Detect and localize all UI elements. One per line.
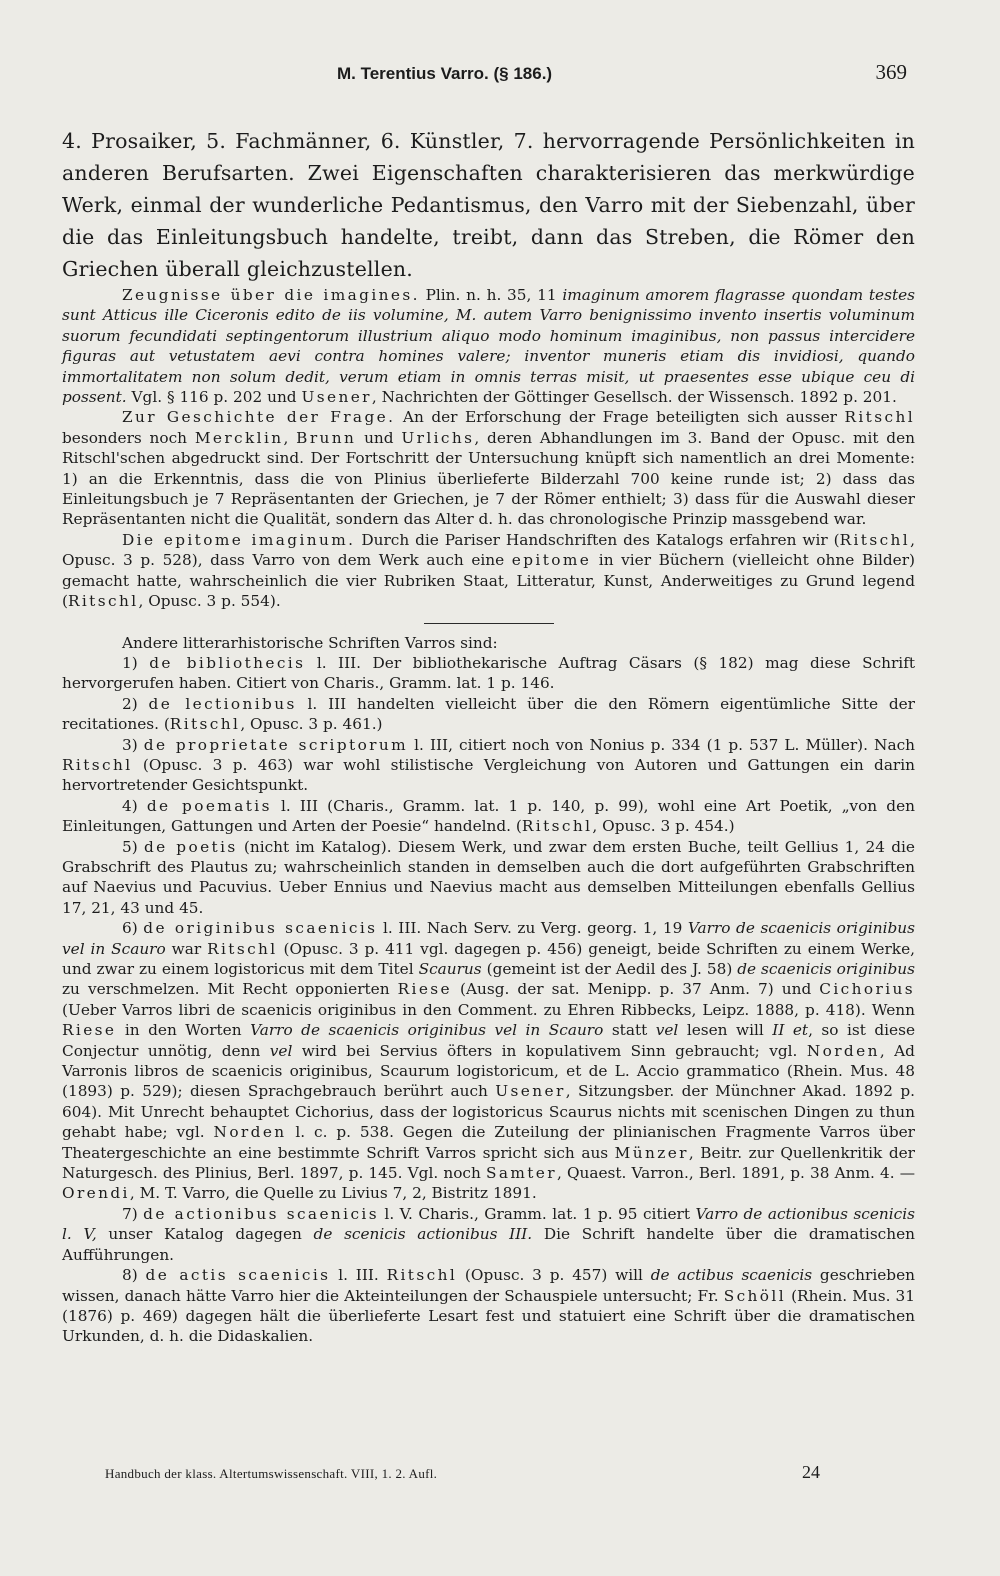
author-ritschl: Ritschl: [844, 408, 915, 427]
item-text: l. V. Charis., Gramm. lat. 1 p. 95 citiert: [378, 1204, 696, 1223]
signature-mark: 24: [802, 1462, 820, 1482]
page-footer: [105, 1462, 820, 1483]
item-title: de proprietate scriptorum: [143, 735, 409, 754]
section-divider: [424, 623, 554, 624]
item-text: in den Worten: [116, 1021, 251, 1040]
author-urlichs: Urlichs: [401, 428, 475, 447]
author-brunn: Brunn: [296, 428, 357, 447]
imagines-cite3: , Nachrichten der Göttinger Gesellsch. der Wissensch. 1892 p. 201.: [371, 388, 897, 407]
latin-quote: de scenicis actionibus III.: [313, 1225, 533, 1244]
epitome-text-4: , Opusc. 3 p. 554).: [138, 592, 281, 611]
epitome-paragraph: [62, 530, 915, 612]
list-item-8: [62, 1265, 915, 1347]
author-ritschl: Ritschl: [169, 715, 241, 734]
running-title: M. Terentius Varro. (§ 186.): [337, 64, 553, 83]
latin-quote: Varro de scaenicis originibus vel in Scauro: [62, 919, 915, 958]
item-text: (nicht im Katalog). Diesem Werk, und zwar dem ersten Buche, teilt Gellius 1, 24 die Grabschrift des Plautus zu; wahrscheinlich standen in demselben auch die dort aufgeführten Grabschriften auf Naevius und Pacuvius. Ueber Ennius und Naevius macht aus demselben Mitteilungen ebenfalls Gellius 17, 21, 43 und 45.: [62, 837, 915, 917]
list-item-1: [62, 653, 915, 694]
item-number: 7): [122, 1204, 144, 1223]
list-intro: Andere litterarhistorische Schriften Varros sind:: [122, 633, 498, 652]
imagines-cite2: Vgl. § 116 p. 202 und: [126, 388, 302, 407]
item-text: zu verschmelzen. Mit Recht opponierten: [62, 980, 398, 999]
item-text: geschrieben wissen, danach hätte Varro hier die Akteinteilungen der Schauspiele untersucht; Fr.: [62, 1266, 915, 1305]
item-title: de poetis: [143, 837, 238, 856]
item-title: de actis scaenicis: [145, 1266, 331, 1285]
imagines-label: Zeugnisse über die imagines.: [122, 286, 420, 304]
running-head: [337, 60, 907, 85]
author-ritschl: Ritschl: [521, 817, 593, 836]
author-riese: Riese: [62, 1021, 117, 1040]
geschichte-text-2: besonders noch: [62, 428, 195, 447]
latin-quote: de actibus scaenicis: [650, 1266, 813, 1285]
notes-section: [62, 285, 915, 1347]
item-text: war: [165, 939, 208, 958]
epitome-text-3: in vier Büchern (vielleicht ohne Bilder) gemacht hatte, wahrscheinlich die vier Rubriken Staat, Litteratur, Kunst, Anderweitiges zu Grund legend (: [62, 551, 916, 611]
item-text: (Opusc. 3 p. 411 vgl. dagegen p. 456) geneigt, beide Schriften zu einem Werke, und zwar zu einem logistoricus mit dem Titel: [62, 939, 915, 978]
geschichte-text-1: An der Erforschung der Frage beteiligten sich ausser: [395, 408, 845, 427]
author-usener: Usener: [301, 388, 372, 407]
item-text: l. III handelten vielleicht über die den Römern eigentümliche Sitte der recitationes. (: [62, 694, 915, 734]
item-title: de actionibus scaenicis: [143, 1204, 379, 1223]
item-number: 5): [122, 837, 144, 856]
item-title: de lectionibus: [148, 694, 297, 713]
geschichte-paragraph: [62, 407, 915, 529]
latin-quote: Scaurus: [418, 960, 482, 978]
author-usener: Usener: [495, 1082, 566, 1101]
imagines-cite1: Plin. n. h. 35, 11: [419, 286, 563, 304]
page-number: 369: [875, 60, 907, 84]
pliny-quote: imaginum amorem flagrasse quondam testes sunt Atticus ille Ciceronis edito de iis volumine, M. autem Varro benignissimo invento insertis voluminum suorum fecundidati septingentorum illustrium aliquo modo hominum imaginibus, non passus intercidere figuras aut vetustatem aevi contra homines valere; inventor muneris etiam dis invidiosi, quando immortalitatem non solum dedit, verum etiam in omnis terras misit, ut praesentes esse ubique ceu di possent.: [62, 286, 915, 407]
item-text: , Sitzungsber. der Münchner Akad. 1892 p. 604). Mit Unrecht behauptet Cichorius, dass der logistoricus Scaurus nichts mit scenischen Dingen zu thun gehabt habe; vgl.: [62, 1082, 916, 1142]
list-item-6: [62, 918, 915, 1204]
intro-section: [62, 125, 915, 285]
term-epitome: epitome: [511, 551, 592, 570]
author-muenzer: Münzer: [614, 1143, 689, 1162]
author-schoell: Schöll: [723, 1286, 786, 1305]
item-text: l. III, citiert noch von Nonius p. 334 (1 p. 537 L. Müller). Nach: [408, 735, 915, 754]
item-text: (gemeint ist der Aedil des J. 58): [481, 960, 738, 978]
list-item-4: [62, 796, 915, 837]
latin-quote: vel: [269, 1041, 293, 1060]
intro-paragraph: 4. Prosaiker, 5. Fachmänner, 6. Künstler, 7. hervorragende Persönlichkeiten in anderen Berufsarten. Zwei Eigenschaften charakterisieren das merkwürdige Werk, einmal der wunderliche Pedantismus, den Varro mit der Siebenzahl, über die das Einleitungsbuch handelte, treibt, dann das Streben, die Römer den Griechen überall gleichzustellen.: [62, 129, 915, 281]
item-number: 2): [122, 694, 149, 713]
list-item-5: [62, 837, 915, 919]
author-norden: Norden: [806, 1041, 880, 1060]
footer-text: Handbuch der klass. Altertumswissenschaft. VIII, 1. 2. Aufl.: [105, 1466, 438, 1481]
item-text: l. III. Der bibliothekarische Auftrag Cäsars (§ 182) mag diese Schrift hervorgerufen haben. Citiert von Charis., Gramm. lat. 1 p. 146.: [62, 653, 915, 693]
item-title: de originibus scaenicis: [143, 919, 378, 938]
epitome-label: Die epitome imaginum.: [122, 530, 356, 549]
epitome-text-2: , Opusc. 3 p. 528), dass Varro von dem Werk auch eine: [62, 530, 915, 570]
author-riese: Riese: [397, 980, 452, 999]
author-norden: Norden: [213, 1123, 287, 1142]
latin-quote: II et: [772, 1021, 809, 1040]
author-ritschl: Ritschl: [839, 530, 911, 549]
geschichte-text-4: und: [356, 428, 402, 447]
author-mercklin: Mercklin: [194, 428, 284, 447]
author-samter: Samter: [485, 1164, 557, 1183]
item-text: (Opusc. 3 p. 457) will: [457, 1266, 651, 1285]
latin-quote: Varro de actionibus scenicis l. V,: [62, 1204, 915, 1244]
item-text: (Ausg. der sat. Menipp. p. 37 Anm. 7) und: [451, 980, 820, 999]
item-text: , Ad Varronis libros de scaenicis originibus, Scaurum logistoricum, et de L. Accio grammatico (Rhein. Mus. 48 (1893) p. 529); diesen Sprachgebrauch berührt auch: [62, 1041, 915, 1101]
item-number: 6): [122, 919, 144, 938]
item-text: (Opusc. 3 p. 463) war wohl stilistische Vergleichung von Autoren und Gattungen ein darin hervortretender Gesichtspunkt.: [62, 755, 915, 795]
item-number: 3): [122, 735, 144, 754]
item-text: , so ist diese Conjectur unnötig, denn: [62, 1021, 915, 1060]
item-number: 4): [122, 796, 147, 815]
item-number: 1): [122, 653, 150, 672]
item-text: , Opusc. 3 p. 454.): [592, 817, 735, 836]
item-text: l. c. p. 538. Gegen die Zuteilung der plinianischen Fragmente Varros über Theatergeschichte an eine bestimmte Schrift Varros spricht sich aus: [62, 1123, 915, 1162]
imagines-paragraph: [62, 285, 915, 407]
epitome-text-1: Durch die Pariser Handschriften des Katalogs erfahren wir (: [355, 530, 840, 549]
author-ritschl: Ritschl: [386, 1266, 458, 1285]
item-text: l. III (Charis., Gramm. lat. 1 p. 140, p. 99), wohl eine Art Poetik, „von den Einleitungen, Gattungen und Arten der Poesie“ handelnd. (: [62, 796, 915, 836]
author-orendi: Orendi: [62, 1184, 130, 1203]
item-text: statt: [603, 1021, 656, 1040]
item-text: , Quaest. Varron., Berl. 1891, p. 38 Anm. 4. —: [556, 1164, 916, 1183]
item-number: 8): [122, 1266, 146, 1285]
item-title: de poematis: [146, 796, 272, 815]
item-text: l. III. Nach Serv. zu Verg. georg. 1, 19: [377, 919, 688, 938]
item-text: lesen will: [678, 1021, 773, 1040]
item-text: (Rhein. Mus. 31 (1876) p. 469) dagegen hält die überlieferte Lesart fest und statuiert eine Schrift über die dramatischen Urkunden, d. h. die Didaskalien.: [62, 1286, 916, 1346]
item-text: wird bei Servius öfters in kopulativem Sinn gebraucht; vgl.: [292, 1041, 807, 1060]
author-ritschl: Ritschl: [207, 939, 278, 958]
item-text: l. III.: [330, 1266, 387, 1285]
geschichte-label: Zur Geschichte der Frage.: [122, 408, 396, 427]
author-ritschl: Ritschl: [67, 592, 139, 611]
list-item-3: [62, 735, 915, 796]
item-text: , Opusc. 3 p. 461.): [240, 715, 383, 734]
item-text: Die Schrift handelte über die dramatischen Aufführungen.: [62, 1225, 915, 1264]
item-text: (Ueber Varros libri de scaenicis originibus in den Comment. zu Ehren Ribbecks, Leipz. 1888, p. 418). Wenn: [62, 1000, 915, 1019]
item-text: , Beitr. zur Quellenkritik der Naturgesch. des Plinius, Berl. 1897, p. 145. Vgl. noch: [62, 1143, 915, 1183]
item-title: de bibliothecis: [149, 653, 306, 672]
latin-quote: Varro de scaenicis originibus vel in Scauro: [250, 1021, 604, 1040]
latin-quote: de scaenicis originibus: [737, 960, 915, 978]
geschichte-text-3: ,: [283, 428, 297, 447]
geschichte-text-5: , deren Abhandlungen im 3. Band der Opusc. mit den Ritschl'schen abgedruckt sind. Der Fortschritt der Untersuchung knüpft sich namentlich an drei Momente: 1) an die Erkenntnis, dass die von Plinius überlieferte Bilderzahl 700 keine runde ist; 2) dass das Einleitungsbuch je 7 Repräsentanten der Griechen, je 7 der Römer enthielt; 3) dass für die Auswahl dieser Repräsentanten nicht die Qualität, sondern das Alter d. h. das chronologische Prinzip massgebend war.: [62, 428, 915, 529]
author-cichorius: Cichorius: [819, 980, 915, 999]
list-item-7: [62, 1204, 915, 1265]
item-text: , M. T. Varro, die Quelle zu Livius 7, 2, Bistritz 1891.: [129, 1184, 537, 1203]
list-item-2: [62, 694, 915, 735]
author-ritschl: Ritschl: [62, 755, 133, 774]
latin-quote: vel: [655, 1021, 679, 1040]
item-text: unser Katalog dagegen: [96, 1225, 314, 1244]
